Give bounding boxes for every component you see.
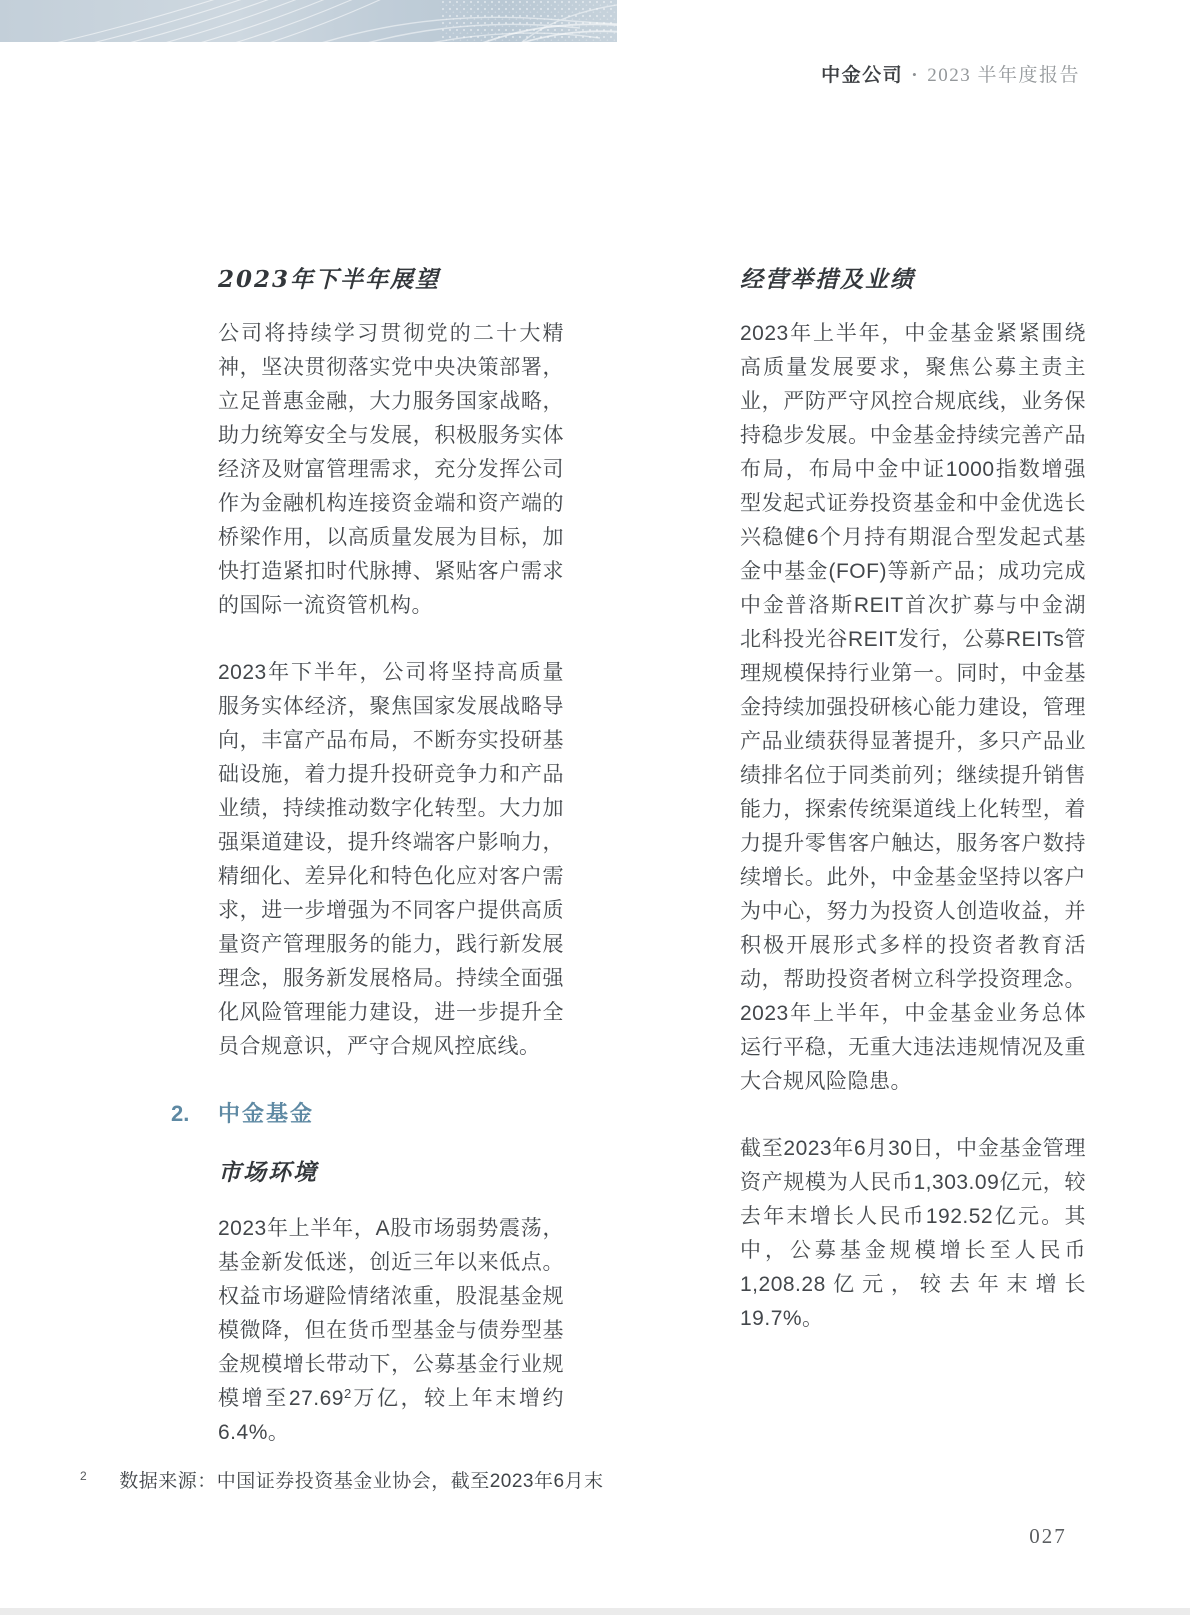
operations-paragraph-1: 2023年上半年，中金基金紧紧围绕高质量发展要求，聚焦公募主责主业，严防严守风控合规底线，业务保持稳步发展。中金基金持续完善产品布局，布局中金中证1000指数增强型发起式证券投资基金和中金优选长兴稳健6个月持有期混合型发起式基金中基金(FOF)等新产品；成功完成中金普洛斯REIT首次扩募与中金湖北科投光谷REIT发行，公募REITs管理规模保持行业第一。同时，中金基金持续加强投研核心能力建设，管理产品业绩获得显著提升，多只产品业绩排名位于同类前列；继续提升销售能力，探索传统渠道线上化转型，着力提升零售客户触达，服务客户数持续增长。此外，中金基金坚持以客户为中心，努力为投资人创造收益，并积极开展形式多样的投资者教育活动，帮助投资者树立科学投资理念。2023年上半年，中金基金业务总体运行平稳，无重大违法违规情况及重大合规风险隐患。 (740, 322, 1086, 1093)
right-column (740, 265, 1086, 1336)
section-number: 2. (171, 1101, 190, 1126)
header-separator-dot: • (912, 67, 919, 82)
market-environment-paragraph (218, 1212, 564, 1450)
section-title: 中金基金 (218, 1101, 315, 1126)
left-column (171, 265, 564, 1450)
footnote-marker: 2 (80, 1469, 88, 1483)
page-bottom-edge (0, 1608, 1190, 1615)
market-paragraph-text: 2023年上半年，A股市场弱势震荡，基金新发低迷，创近三年以来低点。权益市场避险情绪浓重，股混基金规模微降，但在货币型基金与债券型基金规模增长带动下，公募基金行业规模增至27.69 (218, 1217, 564, 1410)
report-edition-title: 2023 半年度报告 (927, 65, 1080, 86)
operations-results-heading: 经营举措及业绩 (740, 266, 915, 293)
wave-pattern-icon (0, 0, 617, 42)
outlook-heading: 2023年下半年展望 (218, 266, 441, 293)
market-environment-heading: 市场环境 (218, 1159, 318, 1186)
operations-paragraph-2: 截至2023年6月30日，中金基金管理资产规模为人民币1,303.09亿元，较去年末增长人民币192.52亿元。其中，公募基金规模增长至人民币1,208.28亿元，较去年末增长19.7%。 (740, 1137, 1086, 1330)
outlook-paragraph-1: 公司将持续学习贯彻党的二十大精神，坚决贯彻落实党中央决策部署，立足普惠金融，大力服务国家战略，助力统筹安全与发展，积极服务实体经济及财富管理需求，充分发挥公司作为金融机构连接资金端和资产端的桥梁作用，以高质量发展为目标，加快打造紧扣时代脉搏、紧贴客户需求的国际一流资管机构。 (218, 322, 564, 617)
market-paragraph-text-cont: 万亿，较上年末增约6.4%。 (218, 1387, 564, 1444)
decorative-wave-banner (0, 0, 617, 42)
outlook-paragraph-2: 2023年下半年，公司将坚持高质量服务实体经济，聚焦国家发展战略导向，丰富产品布局，不断夯实投研基础设施，着力提升投研竞争力和产品业绩，持续推动数字化转型。大力加强渠道建设，提升终端客户影响力，精细化、差异化和特色化应对客户需求，进一步增强为不同客户提供高质量资产管理服务的能力，践行新发展理念，服务新发展格局。持续全面强化风险管理能力建设，进一步提升全员合规意识，严守合规风控底线。 (218, 661, 564, 1058)
page-number: 027 (1029, 1524, 1067, 1548)
footnote-text: 数据来源：中国证券投资基金业协会，截至2023年6月末 (119, 1471, 604, 1492)
running-header (0, 60, 1080, 87)
footnote (80, 1466, 604, 1493)
footnote-reference-marker: 2 (343, 1386, 352, 1401)
section-heading-cicc-fund (171, 1097, 564, 1132)
company-name: 中金公司 (821, 65, 904, 86)
